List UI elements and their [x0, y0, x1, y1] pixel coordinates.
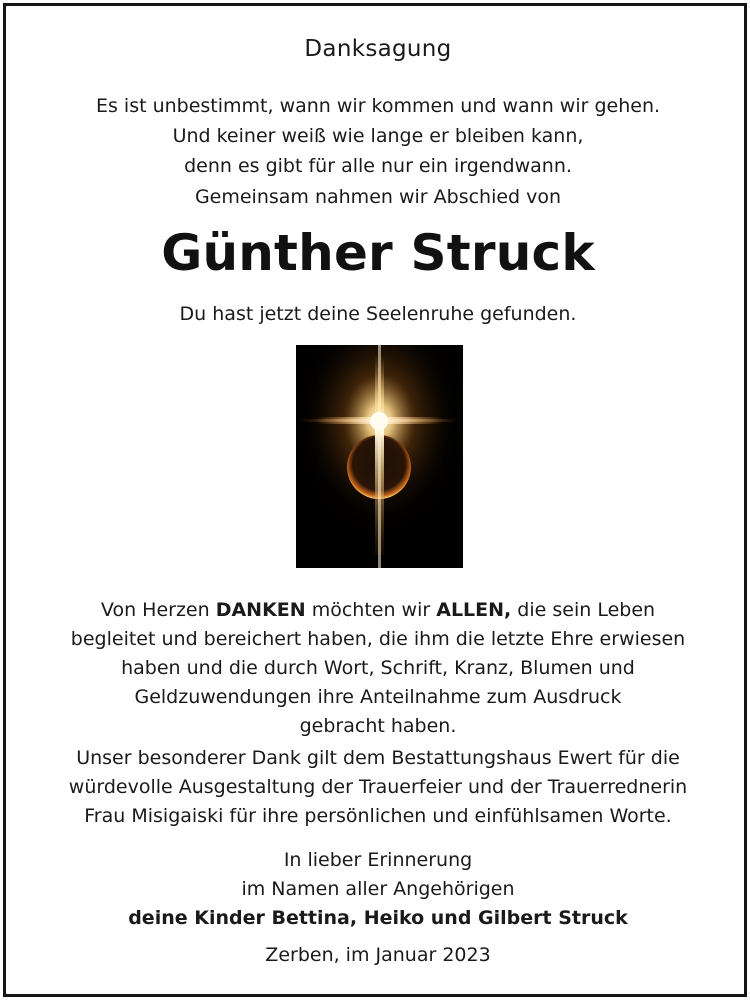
place-date: Zerben, im Januar 2023: [265, 944, 491, 966]
special-thanks-line: würdevolle Ausgestaltung der Trauerfeier und der Trauerrednerin: [68, 776, 688, 798]
poem-line: Und keiner weiß wie lange er bleiben kann,: [172, 125, 584, 147]
thanks-line: Von Herzen DANKEN möchten wir ALLEN, die sein Leben: [100, 599, 656, 621]
glowing-cross-icon: [296, 345, 463, 568]
poem-line: Es ist unbestimmt, wann wir kommen und wann wir gehen.: [95, 95, 661, 117]
cross-image: [296, 345, 463, 568]
closing-line: im Namen aller Angehörigen: [241, 878, 515, 900]
deceased-name: Günther Struck: [161, 224, 595, 282]
memorial-subline: Du hast jetzt deine Seelenruhe gefunden.: [179, 303, 577, 325]
special-thanks-line: Unser besonderer Dank gilt dem Bestattungshaus Ewert für die: [76, 747, 680, 769]
thanks-line: haben und die durch Wort, Schrift, Kranz, Blumen und: [121, 657, 635, 679]
notice-heading: Danksagung: [304, 36, 452, 62]
special-thanks-paragraph: [6, 744, 750, 831]
thanks-emphasis: ALLEN,: [436, 599, 512, 621]
farewell-intro: Gemeinsam nahmen wir Abschied von: [194, 186, 562, 208]
closing-line: In lieber Erinnerung: [283, 849, 473, 871]
thanks-line: gebracht haben.: [299, 715, 457, 737]
closing-signature: [6, 846, 750, 933]
thanks-line: Geldzuwendungen ihre Anteilnahme zum Ausdruck: [134, 686, 622, 708]
poem-line: denn es gibt für alle nur ein irgendwann.: [184, 155, 572, 177]
thanks-emphasis: DANKEN: [215, 599, 306, 621]
poem: [6, 91, 750, 181]
thanks-line: begleitet und bereichert haben, die ihm die letzte Ehre erwiesen: [70, 628, 686, 650]
thanks-paragraph: [6, 596, 750, 741]
special-thanks-line: Frau Misigaiski für ihre persönlichen und einfühlsamen Worte.: [84, 805, 672, 827]
signers: deine Kinder Bettina, Heiko und Gilbert Struck: [128, 907, 628, 929]
notice-frame: [3, 3, 747, 997]
